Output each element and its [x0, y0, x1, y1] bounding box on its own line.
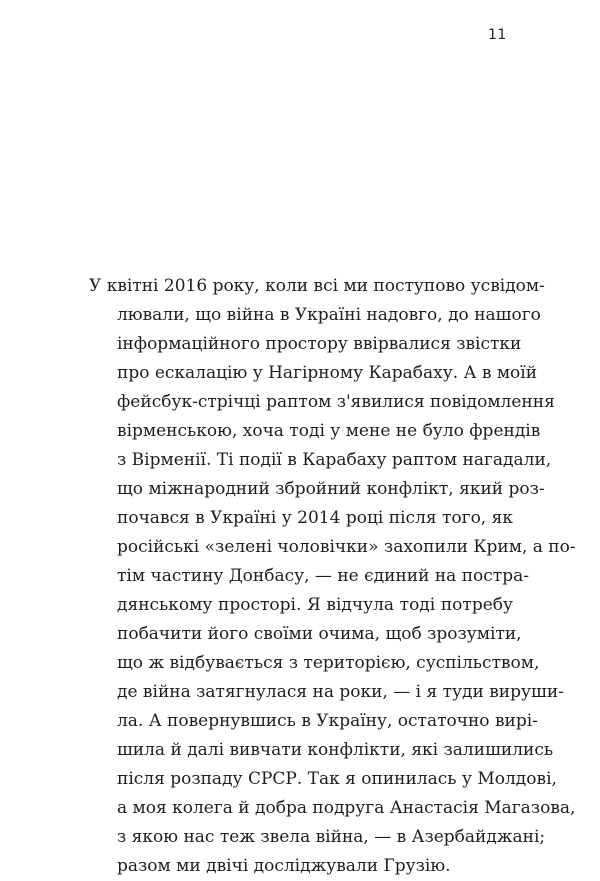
- text-line: шила й далі вивчати конфлікти, які залишились: [117, 740, 554, 760]
- text-line: разом ми двічі досліджували Грузію.: [117, 856, 451, 876]
- text-line: що міжнародний збройний конфлікт, який роз-: [117, 479, 545, 499]
- text-line: про ескалацію у Нагірному Карабаху. А в моїй: [117, 363, 538, 383]
- text-line: ла. А повернувшись в Україну, остаточно вирі-: [117, 711, 538, 731]
- text-line: а моя колега й добра подруга Анастасія Магазова,: [117, 798, 576, 818]
- text-line: фейсбук-стрічці раптом з'явилися повідомлення: [117, 392, 555, 412]
- text-line: з Вірменії. Ті події в Карабаху раптом нагадали,: [117, 450, 552, 470]
- text-line: інформаційного простору ввірвалися звістки: [117, 334, 522, 354]
- text-line: дянському просторі. Я відчула тоді потребу: [117, 595, 513, 615]
- text-line: з якою нас теж звела війна, — в Азербайджані;: [117, 827, 546, 847]
- text-line: побачити його своїми очима, щоб зрозуміти,: [117, 624, 522, 644]
- text-line: вірменською, хоча тоді у мене не було френдів: [117, 421, 541, 441]
- text-line: У квітні 2016 року, коли всі ми поступово усвідом-: [89, 276, 545, 296]
- text-line: лювали, що війна в Україні надовго, до нашого: [117, 305, 541, 325]
- text-line: що ж відбувається з територією, суспільством,: [117, 653, 540, 673]
- text-line: тім частину Донбасу, — не єдиний на пострa-: [117, 566, 529, 586]
- text-line: почався в Україні у 2014 році після того, як: [117, 508, 513, 528]
- text-line: російські «зелені чоловічки» захопили Крим, а по-: [117, 537, 576, 557]
- text-line: де війна затягнулася на роки, — і я туди вируши-: [117, 682, 564, 702]
- text-line: після розпаду СРСР. Так я опинилась у Молдові,: [117, 769, 557, 789]
- page-number: 11: [488, 27, 507, 43]
